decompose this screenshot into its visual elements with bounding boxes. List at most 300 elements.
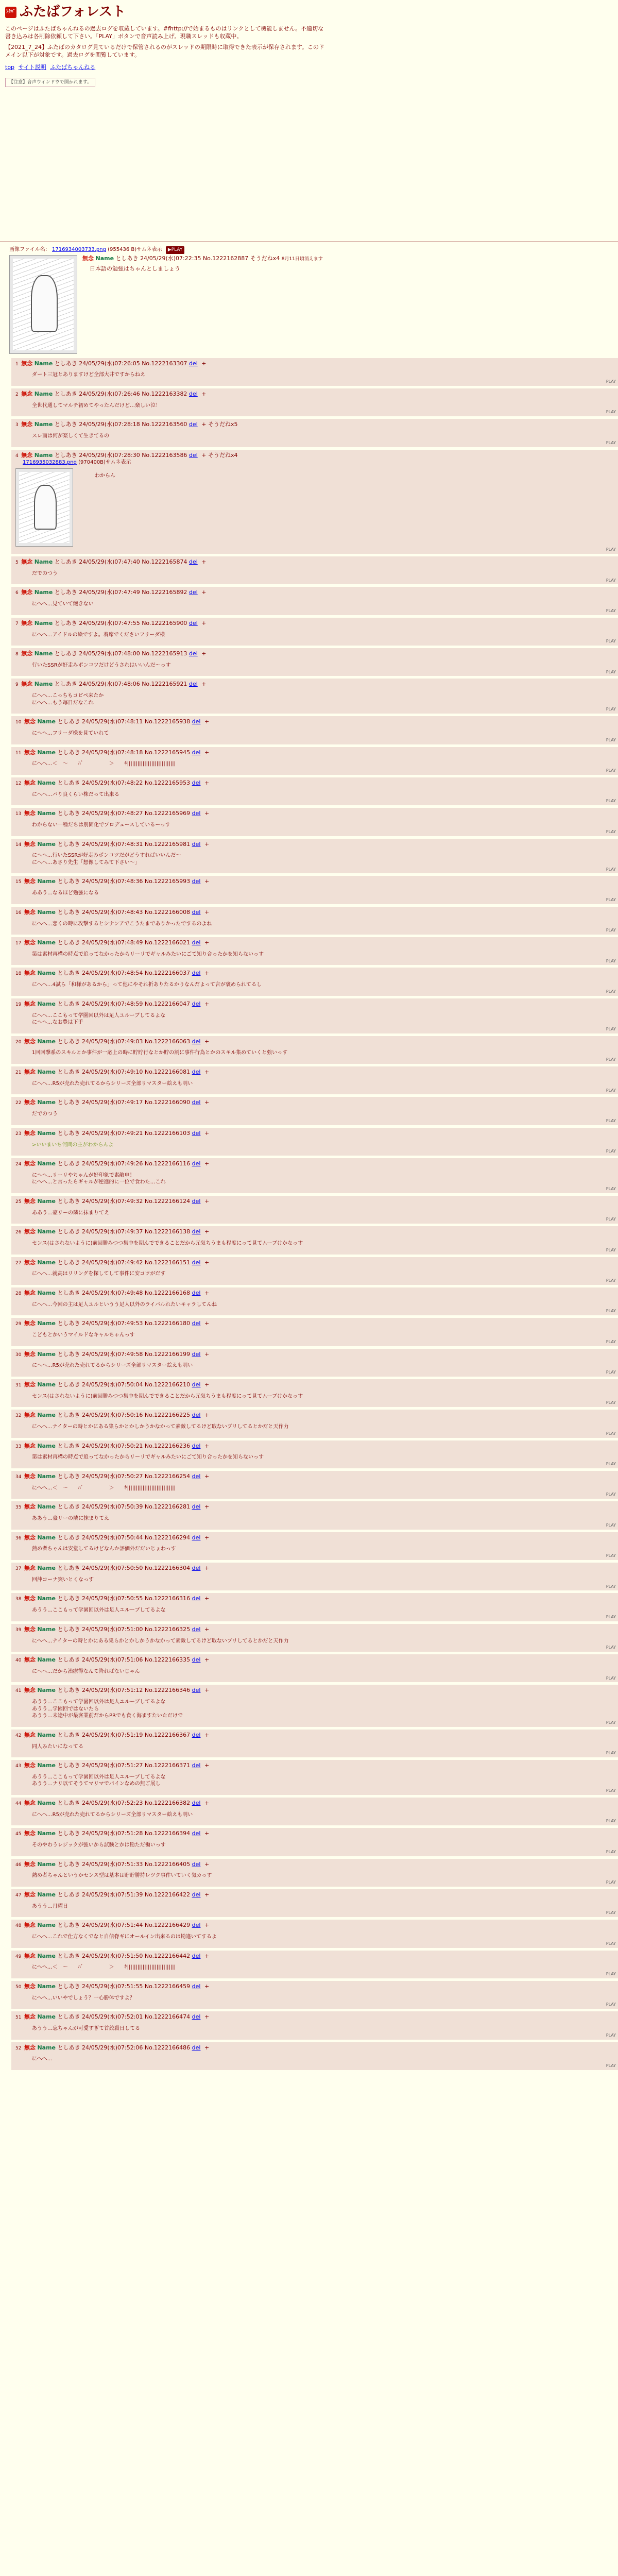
reply-play-button[interactable]: PLAY — [606, 958, 616, 963]
reply-play-button[interactable]: PLAY — [606, 669, 616, 674]
plus-icon[interactable]: + — [204, 1534, 210, 1541]
reply-post — [11, 2011, 618, 2039]
reply-index: 7 — [15, 621, 19, 626]
del-link[interactable]: del — [188, 360, 198, 367]
reply-meta — [15, 360, 615, 368]
reply-index: 6 — [15, 590, 19, 596]
del-link[interactable]: del — [192, 1038, 201, 1045]
reply-no[interactable]: No.1222166304 — [144, 1564, 191, 1571]
reply-index: 30 — [15, 1352, 22, 1358]
plus-icon[interactable]: + — [204, 1197, 210, 1205]
plus-icon[interactable]: + — [204, 1503, 210, 1511]
reply-no[interactable]: No.1222163382 — [142, 390, 187, 397]
reply-text: にへへ…R5が売れた売れてるからシリーズ全部リマスター絵えも明い — [32, 1811, 193, 1818]
plus-icon[interactable]: + — [204, 1442, 210, 1449]
reply-index: 14 — [15, 842, 22, 848]
reply-play-button[interactable]: PLAY — [606, 989, 616, 994]
op-file-line — [9, 246, 618, 253]
del-link[interactable]: del — [192, 1289, 201, 1296]
reply-no[interactable]: No.1222165953 — [144, 779, 191, 786]
del-link[interactable]: del — [192, 1000, 201, 1007]
reply-meta — [15, 1320, 615, 1328]
op-soudane[interactable]: そうだねx4 — [250, 255, 280, 262]
reply-play-button[interactable]: PLAY — [606, 1339, 616, 1344]
reply-no[interactable]: No.1222163560 — [142, 421, 187, 428]
reply-play-button[interactable]: PLAY — [606, 1462, 616, 1467]
plus-icon[interactable]: + — [204, 1922, 210, 1929]
reply-play-button[interactable]: PLAY — [606, 1431, 616, 1436]
del-link[interactable]: del — [192, 2013, 201, 2021]
reply-subject: 無念 — [21, 681, 33, 688]
reply-index: 46 — [15, 1862, 22, 1868]
del-link[interactable]: del — [192, 1982, 201, 1990]
reply-play-button[interactable]: PLAY — [606, 867, 616, 872]
reply-no[interactable]: No.1222166346 — [144, 1687, 191, 1694]
reply-index: 15 — [15, 879, 22, 885]
reply-no[interactable]: No.1222166138 — [144, 1228, 191, 1235]
del-link[interactable]: del — [192, 878, 201, 885]
reply-name: Name — [37, 970, 56, 977]
plus-icon[interactable]: + — [204, 1952, 210, 1959]
reply-play-button[interactable]: PLAY — [606, 1149, 616, 1154]
del-link[interactable]: del — [192, 1762, 201, 1769]
reply-no[interactable]: No.1222166151 — [144, 1259, 191, 1266]
del-link[interactable]: del — [192, 1625, 201, 1633]
reply-text: ダート三冠とありますけど全部大井ですからねえ — [32, 372, 145, 378]
reply-date: 24/05/29(水)07:49:42 — [82, 1259, 143, 1266]
reply-file-link[interactable]: 1716935032883.png — [23, 460, 77, 466]
reply-no[interactable]: No.1222166021 — [144, 939, 191, 946]
reply-play-button[interactable]: PLAY — [606, 1720, 616, 1725]
del-link[interactable]: del — [192, 1259, 201, 1266]
intro-text-1: このページはふたばちゃんねるの過去ログを収蔵しています。#fhttp://で始まるものはリンクとして機能しません。不適切な書き込みは各削除依頼して下さい。「PLAY」ボタンで音声読み上げ。現職スレッドも収蔵中。 — [5, 25, 324, 40]
reply-meta — [15, 1198, 615, 1206]
reply-date: 24/05/29(水)07:51:12 — [82, 1687, 143, 1694]
reply-play-button[interactable]: PLAY — [606, 829, 616, 834]
reply-no[interactable]: No.1222166281 — [144, 1503, 191, 1511]
reply-no[interactable]: No.1222166474 — [144, 2013, 191, 2021]
plus-icon[interactable]: + — [204, 1830, 210, 1837]
reply-mail: としあき — [57, 1129, 80, 1137]
plus-icon[interactable]: + — [201, 558, 207, 565]
reply-no[interactable]: No.1222166236 — [144, 1442, 191, 1449]
reply-play-button[interactable]: PLAY — [606, 1553, 616, 1558]
del-link[interactable]: del — [192, 779, 201, 786]
del-link[interactable]: del — [192, 1099, 201, 1106]
reply-play-button[interactable]: PLAY — [606, 1370, 616, 1375]
plus-icon[interactable]: + — [204, 1799, 210, 1806]
reply-play-button[interactable]: PLAY — [606, 707, 616, 712]
del-link[interactable]: del — [192, 1350, 201, 1358]
reply-play-button[interactable]: PLAY — [606, 2032, 616, 2038]
plus-icon[interactable]: + — [204, 1099, 210, 1106]
reply-date: 24/05/29(水)07:49:53 — [82, 1320, 143, 1327]
reply-play-button[interactable]: PLAY — [606, 1026, 616, 1031]
reply-mail: としあき — [57, 939, 80, 946]
reply-no[interactable]: No.1222166008 — [144, 908, 191, 916]
del-link[interactable]: del — [192, 718, 201, 725]
del-link[interactable]: del — [192, 1891, 201, 1898]
reply-index: 52 — [15, 2045, 22, 2051]
del-link[interactable]: del — [188, 390, 198, 397]
reply-no[interactable]: No.1222165892 — [142, 589, 187, 596]
reply-play-button[interactable]: PLAY — [606, 578, 616, 583]
del-link[interactable]: del — [192, 1228, 201, 1235]
plus-icon[interactable]: + — [201, 421, 207, 428]
plus-icon[interactable]: + — [204, 1160, 210, 1167]
reply-play-button[interactable]: PLAY — [606, 547, 616, 552]
reply-no[interactable]: No.1222166116 — [144, 1160, 191, 1167]
reply-play-button[interactable]: PLAY — [606, 1941, 616, 1946]
plus-icon[interactable]: + — [204, 1625, 210, 1633]
reply-subject: 無念 — [21, 558, 33, 565]
plus-icon[interactable]: + — [204, 1289, 210, 1296]
reply-name: Name — [37, 1830, 56, 1837]
plus-icon[interactable]: + — [204, 1068, 210, 1075]
reply-no[interactable]: No.1222166486 — [144, 2044, 191, 2051]
reply-no[interactable]: No.1222165993 — [144, 878, 191, 885]
reply-play-button[interactable]: PLAY — [606, 1645, 616, 1650]
reply-no[interactable]: No.1222166090 — [144, 1099, 191, 1106]
reply-no[interactable]: No.1222166442 — [144, 1952, 191, 1959]
reply-play-button[interactable]: PLAY — [606, 1217, 616, 1222]
plus-icon[interactable]: + — [204, 749, 210, 756]
reply-no[interactable]: No.1222166367 — [144, 1731, 191, 1738]
reply-no[interactable]: No.1222166429 — [144, 1922, 191, 1929]
del-link[interactable]: del — [192, 1197, 201, 1205]
reply-play-button[interactable]: PLAY — [606, 379, 616, 384]
plus-icon[interactable]: + — [201, 650, 207, 657]
reply-meta — [15, 1160, 615, 1168]
reply-name: Name — [37, 1503, 56, 1511]
op-thumbnail[interactable] — [9, 255, 77, 354]
reply-play-button[interactable]: PLAY — [606, 1247, 616, 1252]
reply-play-button[interactable]: PLAY — [606, 737, 616, 742]
site-title — [5, 3, 613, 21]
reply-text: だでのつう — [32, 570, 58, 577]
plus-icon[interactable]: + — [201, 589, 207, 596]
reply-play-button[interactable]: PLAY — [606, 799, 616, 804]
reply-no[interactable]: No.1222166382 — [144, 1799, 191, 1806]
reply-index: 21 — [15, 1070, 22, 1075]
reply-subject: 無念 — [24, 1350, 36, 1358]
plus-icon[interactable]: + — [204, 1038, 210, 1045]
reply-post — [11, 1760, 618, 1795]
plus-icon[interactable]: + — [201, 619, 207, 626]
reply-meta — [15, 718, 615, 726]
plus-icon[interactable]: + — [204, 1687, 210, 1694]
reply-subject: 無念 — [24, 1656, 36, 1663]
reply-post — [11, 1981, 618, 2009]
del-link[interactable]: del — [192, 1687, 201, 1694]
reply-no[interactable]: No.1222166459 — [144, 1982, 191, 1990]
plus-icon[interactable]: + — [204, 1982, 210, 1990]
reply-play-button[interactable]: PLAY — [606, 1492, 616, 1497]
reply-no[interactable]: No.1222165913 — [142, 650, 187, 657]
plus-icon[interactable]: + — [201, 360, 207, 367]
reply-play-button[interactable]: PLAY — [606, 1278, 616, 1283]
del-link[interactable]: del — [192, 749, 201, 756]
reply-mail: としあき — [57, 1952, 80, 1959]
del-link[interactable]: del — [192, 2044, 201, 2051]
del-link[interactable]: del — [192, 1503, 201, 1511]
reply-subject: 無念 — [24, 1472, 36, 1480]
reply-no[interactable]: No.1222166225 — [144, 1412, 191, 1419]
plus-icon[interactable]: + — [204, 1891, 210, 1898]
reply-no[interactable]: No.1222166047 — [144, 1000, 191, 1007]
del-link[interactable]: del — [192, 1564, 201, 1571]
reply-thumbnail[interactable] — [15, 468, 73, 547]
reply-play-button[interactable]: PLAY — [606, 928, 616, 933]
plus-icon[interactable]: + — [204, 2044, 210, 2051]
reply-subject: 無念 — [24, 2044, 36, 2051]
reply-no[interactable]: No.1222165969 — [144, 810, 191, 817]
plus-icon[interactable]: + — [204, 1595, 210, 1602]
reply-soudane[interactable]: そうだねx4 — [208, 451, 238, 459]
site-header — [0, 0, 618, 87]
reply-date: 24/05/29(水)07:50:55 — [82, 1595, 143, 1602]
reply-no[interactable]: No.1222165874 — [142, 558, 187, 565]
reply-mail: としあき — [57, 718, 80, 725]
reply-name: Name — [34, 558, 53, 565]
plus-icon[interactable]: + — [204, 939, 210, 946]
reply-name: Name — [37, 1197, 56, 1205]
reply-date: 24/05/29(水)07:51:19 — [82, 1731, 143, 1738]
reply-no[interactable]: No.1222166124 — [144, 1197, 191, 1205]
plus-icon[interactable]: + — [204, 1350, 210, 1358]
del-link[interactable]: del — [192, 970, 201, 977]
plus-icon[interactable]: + — [204, 718, 210, 725]
reply-date: 24/05/29(水)07:48:18 — [82, 749, 143, 756]
reply-subject: 無念 — [24, 1068, 36, 1075]
plus-icon[interactable]: + — [204, 1472, 210, 1480]
reply-post — [11, 419, 618, 447]
del-link[interactable]: del — [192, 939, 201, 946]
reply-date: 24/05/29(水)07:48:22 — [82, 779, 143, 786]
reply-play-button[interactable]: PLAY — [606, 1400, 616, 1405]
del-link[interactable]: del — [192, 1472, 201, 1480]
reply-no[interactable]: No.1222166371 — [144, 1762, 191, 1769]
plus-icon[interactable]: + — [204, 1320, 210, 1327]
reply-post — [11, 1654, 618, 1682]
reply-post — [11, 777, 618, 805]
reply-mail: としあき — [57, 1564, 80, 1571]
reply-no[interactable]: No.1222165938 — [144, 718, 191, 725]
reply-no[interactable]: No.1222166063 — [144, 1038, 191, 1045]
plus-icon[interactable]: + — [204, 810, 210, 817]
reply-play-button[interactable]: PLAY — [606, 440, 616, 445]
reply-post — [11, 1798, 618, 1825]
plus-icon[interactable]: + — [204, 1000, 210, 1007]
del-link[interactable]: del — [192, 1129, 201, 1137]
reply-name: Name — [37, 1762, 56, 1769]
plus-icon[interactable]: + — [204, 1259, 210, 1266]
reply-play-button[interactable]: PLAY — [606, 1751, 616, 1756]
link-site-info[interactable]: サイト説明 — [18, 64, 46, 71]
del-link[interactable]: del — [192, 1381, 201, 1388]
reply-index: 3 — [15, 422, 19, 428]
reply-no[interactable]: No.1222166254 — [144, 1472, 191, 1480]
reply-play-button[interactable]: PLAY — [606, 1088, 616, 1093]
plus-icon[interactable]: + — [204, 878, 210, 885]
reply-no[interactable]: No.1222166210 — [144, 1381, 191, 1388]
del-link[interactable]: del — [188, 681, 198, 688]
link-futaba[interactable]: ふたばちゃんねる — [50, 64, 96, 71]
del-link[interactable]: del — [192, 1952, 201, 1959]
plus-icon[interactable]: + — [204, 908, 210, 916]
reply-soudane[interactable]: そうだねx5 — [208, 421, 238, 428]
plus-icon[interactable]: + — [204, 779, 210, 786]
op-play-button[interactable]: ▶PLAY — [166, 246, 185, 253]
reply-no[interactable]: No.1222166081 — [144, 1068, 191, 1075]
reply-play-button[interactable]: PLAY — [606, 1675, 616, 1681]
reply-date: 24/05/29(水)07:49:58 — [82, 1350, 143, 1358]
reply-play-button[interactable]: PLAY — [606, 1118, 616, 1123]
reply-name: Name — [37, 1922, 56, 1929]
reply-play-button[interactable]: PLAY — [606, 639, 616, 644]
reply-play-button[interactable]: PLAY — [606, 768, 616, 773]
manga-illustration — [19, 472, 70, 543]
reply-play-button[interactable]: PLAY — [606, 897, 616, 902]
del-link[interactable]: del — [192, 1442, 201, 1449]
reply-date: 24/05/29(水)07:51:27 — [82, 1762, 143, 1769]
reply-no[interactable]: No.1222166103 — [144, 1129, 191, 1137]
del-link[interactable]: del — [192, 1412, 201, 1419]
reply-text: にへへ…バり良くらい株だって出来る — [32, 791, 119, 798]
del-link[interactable]: del — [192, 840, 201, 848]
reply-no[interactable]: No.1222166180 — [144, 1320, 191, 1327]
del-link[interactable]: del — [192, 1320, 201, 1327]
reply-play-button[interactable]: PLAY — [606, 1788, 616, 1793]
plus-icon[interactable]: + — [204, 1129, 210, 1137]
del-link[interactable]: del — [192, 1922, 201, 1929]
plus-icon[interactable]: + — [204, 1564, 210, 1571]
reply-subject: 無念 — [24, 1731, 36, 1738]
del-link[interactable]: del — [192, 1830, 201, 1837]
reply-mail: としあき — [57, 1762, 80, 1769]
reply-no[interactable]: No.1222165921 — [142, 681, 187, 688]
reply-play-button[interactable]: PLAY — [606, 608, 616, 613]
reply-play-button[interactable]: PLAY — [606, 1972, 616, 1977]
reply-play-button[interactable]: PLAY — [606, 1880, 616, 1885]
del-link[interactable]: del — [192, 908, 201, 916]
del-link[interactable]: del — [188, 421, 198, 428]
reply-meta — [15, 1626, 615, 1634]
reply-no[interactable]: No.1222166037 — [144, 970, 191, 977]
op-file-link[interactable]: 1716934003733.png — [52, 247, 106, 253]
reply-index: 42 — [15, 1733, 22, 1738]
plus-icon[interactable]: + — [201, 681, 207, 688]
reply-no[interactable]: No.1222165981 — [144, 840, 191, 848]
reply-no[interactable]: No.1222166294 — [144, 1534, 191, 1541]
reply-no[interactable]: No.1222166394 — [144, 1830, 191, 1837]
reply-text: スレ画は何が楽しくて生きてるの — [32, 433, 109, 439]
del-link[interactable]: del — [188, 451, 198, 459]
reply-index: 43 — [15, 1764, 22, 1769]
del-link[interactable]: del — [192, 1534, 201, 1541]
del-link[interactable]: del — [188, 589, 198, 596]
reply-meta — [15, 2013, 615, 2021]
nav-links — [5, 64, 613, 72]
del-link[interactable]: del — [192, 1595, 201, 1602]
reply-name: Name — [37, 1891, 56, 1898]
reply-play-button[interactable]: PLAY — [606, 1910, 616, 1916]
plus-icon[interactable]: + — [204, 1762, 210, 1769]
file-label: 画像ファイル名： — [9, 247, 50, 253]
del-link[interactable]: del — [192, 1160, 201, 1167]
plus-icon[interactable]: + — [204, 1412, 210, 1419]
reply-play-button[interactable]: PLAY — [606, 1614, 616, 1619]
reply-post — [11, 808, 618, 836]
reply-play-button[interactable]: PLAY — [606, 1187, 616, 1192]
reply-play-button[interactable]: PLAY — [606, 1522, 616, 1528]
del-link[interactable]: del — [192, 1799, 201, 1806]
reply-play-button[interactable]: PLAY — [606, 2002, 616, 2007]
reply-no[interactable]: No.1222166199 — [144, 1350, 191, 1358]
reply-index: 26 — [15, 1230, 22, 1235]
reply-play-button[interactable]: PLAY — [606, 1057, 616, 1062]
plus-icon[interactable]: + — [201, 451, 207, 459]
del-link[interactable]: del — [192, 1860, 201, 1868]
del-link[interactable]: del — [188, 619, 198, 626]
plus-icon[interactable]: + — [204, 840, 210, 848]
reply-no[interactable]: No.1222165900 — [142, 619, 187, 626]
reply-subject: 無念 — [24, 1038, 36, 1045]
reply-subject: 無念 — [24, 779, 36, 786]
reply-play-button[interactable]: PLAY — [606, 1309, 616, 1314]
reply-no[interactable]: No.1222166316 — [144, 1595, 191, 1602]
reply-no[interactable]: No.1222163586 — [142, 451, 187, 459]
del-link[interactable]: del — [188, 558, 198, 565]
reply-play-button[interactable]: PLAY — [606, 1584, 616, 1589]
plus-icon[interactable]: + — [204, 2013, 210, 2021]
plus-icon[interactable]: + — [204, 1381, 210, 1388]
reply-no[interactable]: No.1222166168 — [144, 1289, 191, 1296]
del-link[interactable]: del — [192, 1656, 201, 1663]
reply-meta — [15, 1565, 615, 1572]
del-link[interactable]: del — [192, 810, 201, 817]
reply-no[interactable]: No.1222166422 — [144, 1891, 191, 1898]
reply-play-button[interactable]: PLAY — [606, 410, 616, 415]
plus-icon[interactable]: + — [204, 1860, 210, 1868]
plus-icon[interactable]: + — [204, 1228, 210, 1235]
del-link[interactable]: del — [192, 1068, 201, 1075]
reply-date: 24/05/29(水)07:50:16 — [82, 1412, 143, 1419]
reply-mail: としあき — [57, 1320, 80, 1327]
reply-subject: 無念 — [24, 1595, 36, 1602]
reply-no[interactable]: No.1222166405 — [144, 1860, 191, 1868]
reply-play-button[interactable]: PLAY — [606, 1819, 616, 1824]
reply-meta — [15, 909, 615, 917]
reply-mail: としあき — [54, 681, 77, 688]
reply-index: 48 — [15, 1923, 22, 1929]
reply-subject: 無念 — [24, 810, 36, 817]
plus-icon[interactable]: + — [201, 390, 207, 397]
del-link[interactable]: del — [188, 650, 198, 657]
reply-no[interactable]: No.1222166325 — [144, 1625, 191, 1633]
del-link[interactable]: del — [192, 1731, 201, 1738]
plus-icon[interactable]: + — [204, 970, 210, 977]
reply-no[interactable]: No.1222163307 — [142, 360, 187, 367]
plus-icon[interactable]: + — [204, 1731, 210, 1738]
reply-text: 第は素材再構の時点で追ってなかったからリーリでギャルみたいにごて知り合ったかを知らないっす — [32, 951, 264, 957]
link-top[interactable]: top — [5, 64, 15, 71]
plus-icon[interactable]: + — [204, 1656, 210, 1663]
reply-no[interactable]: No.1222166335 — [144, 1656, 191, 1663]
reply-no[interactable]: No.1222165945 — [144, 749, 191, 756]
reply-play-button[interactable]: PLAY — [606, 1849, 616, 1854]
reply-play-button[interactable]: PLAY — [606, 2063, 616, 2069]
